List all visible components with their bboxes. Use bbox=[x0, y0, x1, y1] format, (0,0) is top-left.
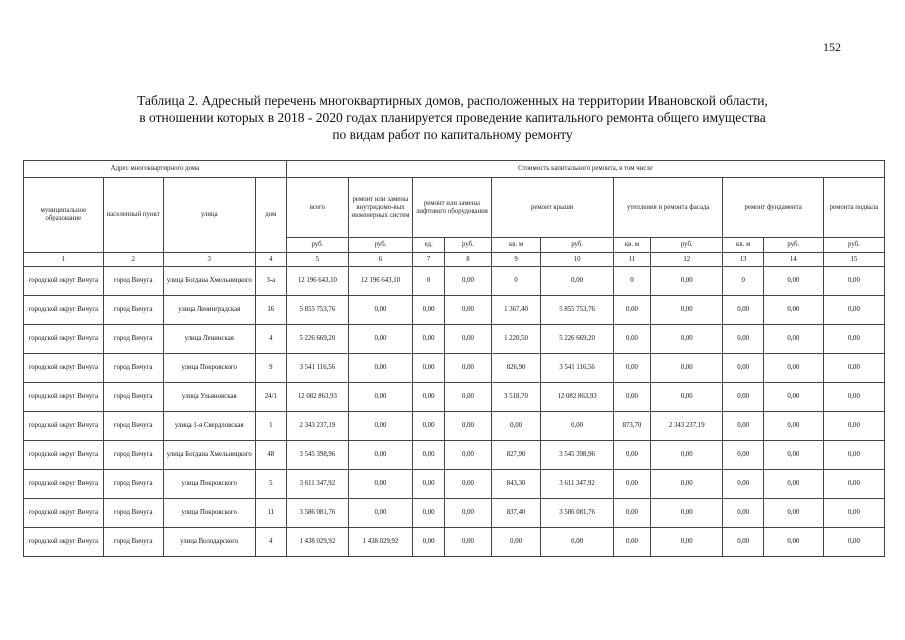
table-row bbox=[24, 499, 885, 528]
facade-area-cell: 0,00 bbox=[613, 296, 650, 325]
column-number-cell: 6 bbox=[348, 253, 412, 267]
column-number-cell: 10 bbox=[541, 253, 613, 267]
street-cell: улица Богдана Хмельницкого bbox=[163, 441, 255, 470]
elevator-units-cell: 0,00 bbox=[413, 325, 445, 354]
roof-area-cell: 843,30 bbox=[491, 470, 541, 499]
title-line-1: Таблица 2. Адресный перечень многоквартирных домов, расположенных на территории Ивановской области, bbox=[137, 93, 768, 108]
utilities-cell: 1 438 029,92 bbox=[348, 528, 412, 557]
elevator-units-cell: 0,00 bbox=[413, 470, 445, 499]
foundation-area-cell: 0,00 bbox=[723, 412, 763, 441]
basement-header: ремонта подвала bbox=[823, 178, 884, 238]
total-cell: 5 855 753,76 bbox=[286, 296, 348, 325]
basement-cost-cell: 0,00 bbox=[823, 325, 884, 354]
house-cell: 4 bbox=[255, 325, 286, 354]
column-number-cell: 7 bbox=[413, 253, 445, 267]
locality-cell: город Вичуга bbox=[103, 441, 163, 470]
foundation-header: ремонт фундамента bbox=[723, 178, 823, 238]
utilities-cell: 0,00 bbox=[348, 325, 412, 354]
unit-cell: кв. м bbox=[491, 238, 541, 253]
elevator-cost-cell: 0,00 bbox=[445, 441, 492, 470]
column-number-cell: 9 bbox=[491, 253, 541, 267]
basement-cost-cell: 0,00 bbox=[823, 528, 884, 557]
locality-cell: город Вичуга bbox=[103, 267, 163, 296]
unit-cell: руб. bbox=[763, 238, 823, 253]
locality-cell: город Вичуга bbox=[103, 499, 163, 528]
foundation-cost-cell: 0,00 bbox=[763, 325, 823, 354]
cost-group-header: Стоимость капитального ремонта, в том числе bbox=[286, 161, 884, 178]
table-row bbox=[24, 383, 885, 412]
total-cell: 3 611 347,92 bbox=[286, 470, 348, 499]
utilities-cell: 0,00 bbox=[348, 412, 412, 441]
street-cell: улица Ленинградская bbox=[163, 296, 255, 325]
municipality-cell: городской округ Вичуга bbox=[24, 441, 104, 470]
foundation-area-cell: 0 bbox=[723, 267, 763, 296]
elevator-units-cell: 0,00 bbox=[413, 383, 445, 412]
column-number-cell: 2 bbox=[103, 253, 163, 267]
unit-cell: руб. bbox=[651, 238, 723, 253]
column-number-cell: 12 bbox=[651, 253, 723, 267]
roof-cost-cell: 0,00 bbox=[541, 267, 613, 296]
roof-cost-cell: 0,00 bbox=[541, 412, 613, 441]
municipality-cell: городской округ Вичуга bbox=[24, 325, 104, 354]
foundation-area-cell: 0,00 bbox=[723, 499, 763, 528]
facade-area-cell: 0,00 bbox=[613, 354, 650, 383]
facade-area-cell: 0,00 bbox=[613, 441, 650, 470]
foundation-area-cell: 0,00 bbox=[723, 325, 763, 354]
foundation-area-cell: 0,00 bbox=[723, 470, 763, 499]
total-cell: 3 541 116,56 bbox=[286, 354, 348, 383]
basement-cost-cell: 0,00 bbox=[823, 354, 884, 383]
table-row bbox=[24, 354, 885, 383]
foundation-cost-cell: 0,00 bbox=[763, 499, 823, 528]
elevator-cost-cell: 0,00 bbox=[445, 354, 492, 383]
basement-cost-cell: 0,00 bbox=[823, 499, 884, 528]
facade-area-cell: 0,00 bbox=[613, 470, 650, 499]
utilities-cell: 0,00 bbox=[348, 383, 412, 412]
unit-cell: кв. м bbox=[613, 238, 650, 253]
table-row bbox=[24, 296, 885, 325]
street-cell: улица Володарского bbox=[163, 528, 255, 557]
total-cell: 12 196 643,10 bbox=[286, 267, 348, 296]
facade-area-cell: 0,00 bbox=[613, 528, 650, 557]
facade-cost-cell: 0,00 bbox=[651, 499, 723, 528]
elevator-units-cell: 0,00 bbox=[413, 412, 445, 441]
municipality-cell: городской округ Вичуга bbox=[24, 499, 104, 528]
utilities-cell: 0,00 bbox=[348, 499, 412, 528]
house-header: дом bbox=[255, 178, 286, 253]
foundation-area-cell: 0,00 bbox=[723, 528, 763, 557]
elevator-units-cell: 0,00 bbox=[413, 528, 445, 557]
table-row bbox=[24, 441, 885, 470]
basement-cost-cell: 0,00 bbox=[823, 441, 884, 470]
facade-area-cell: 0 bbox=[613, 267, 650, 296]
column-number-row bbox=[24, 253, 885, 267]
elevator-cost-cell: 0,00 bbox=[445, 383, 492, 412]
elevator-cost-cell: 0,00 bbox=[445, 499, 492, 528]
street-cell: улица Покровского bbox=[163, 499, 255, 528]
foundation-cost-cell: 0,00 bbox=[763, 383, 823, 412]
elevator-cost-cell: 0,00 bbox=[445, 267, 492, 296]
roof-cost-cell: 3 586 081,76 bbox=[541, 499, 613, 528]
locality-header: населенный пункт bbox=[103, 178, 163, 253]
basement-cost-cell: 0,00 bbox=[823, 470, 884, 499]
street-cell: улица Покровского bbox=[163, 470, 255, 499]
table-row bbox=[24, 412, 885, 441]
locality-cell: город Вичуга bbox=[103, 325, 163, 354]
street-cell: улица Богдана Хмельницкого bbox=[163, 267, 255, 296]
utilities-header: ремонт или замены внутридомо-вых инженерных систем bbox=[348, 178, 412, 238]
facade-header: утепления и ремонта фасада bbox=[613, 178, 723, 238]
locality-cell: город Вичуга bbox=[103, 470, 163, 499]
facade-cost-cell: 0,00 bbox=[651, 325, 723, 354]
facade-cost-cell: 0,00 bbox=[651, 528, 723, 557]
roof-cost-cell: 5 855 753,76 bbox=[541, 296, 613, 325]
roof-area-cell: 0 bbox=[491, 267, 541, 296]
locality-cell: город Вичуга bbox=[103, 528, 163, 557]
column-number-cell: 14 bbox=[763, 253, 823, 267]
house-cell: 11 bbox=[255, 499, 286, 528]
elevator-cost-cell: 0,00 bbox=[445, 528, 492, 557]
foundation-area-cell: 0,00 bbox=[723, 354, 763, 383]
roof-cost-cell: 3 541 116,56 bbox=[541, 354, 613, 383]
unit-cell: ед. bbox=[413, 238, 445, 253]
utilities-cell: 0,00 bbox=[348, 441, 412, 470]
municipality-cell: городской округ Вичуга bbox=[24, 354, 104, 383]
municipality-cell: городской округ Вичуга bbox=[24, 412, 104, 441]
title-line-3: по видам работ по капитальному ремонту bbox=[332, 127, 573, 142]
total-header: всего bbox=[286, 178, 348, 238]
column-number-cell: 5 bbox=[286, 253, 348, 267]
house-cell: 1 bbox=[255, 412, 286, 441]
municipality-cell: городской округ Вичуга bbox=[24, 470, 104, 499]
street-header: улица bbox=[163, 178, 255, 253]
roof-area-cell: 1 220,50 bbox=[491, 325, 541, 354]
column-number-cell: 11 bbox=[613, 253, 650, 267]
table-body bbox=[24, 253, 885, 557]
total-cell: 3 545 398,96 bbox=[286, 441, 348, 470]
locality-cell: город Вичуга bbox=[103, 296, 163, 325]
unit-cell: руб. bbox=[445, 238, 492, 253]
elevator-units-cell: 0,00 bbox=[413, 441, 445, 470]
elevator-units-cell: 0 bbox=[413, 267, 445, 296]
facade-area-cell: 873,70 bbox=[613, 412, 650, 441]
municipality-cell: городской округ Вичуга bbox=[24, 383, 104, 412]
utilities-cell: 0,00 bbox=[348, 354, 412, 383]
roof-area-cell: 3 518,70 bbox=[491, 383, 541, 412]
foundation-area-cell: 0,00 bbox=[723, 441, 763, 470]
roof-header: ремонт крыши bbox=[491, 178, 613, 238]
column-header-row bbox=[24, 178, 885, 238]
facade-cost-cell: 2 343 237,19 bbox=[651, 412, 723, 441]
municipality-cell: городской округ Вичуга bbox=[24, 296, 104, 325]
house-cell: 48 bbox=[255, 441, 286, 470]
facade-cost-cell: 0,00 bbox=[651, 296, 723, 325]
elevator-header: ремонт или замены лифтового оборудования bbox=[413, 178, 492, 238]
municipality-cell: городской округ Вичуга bbox=[24, 528, 104, 557]
utilities-cell: 0,00 bbox=[348, 296, 412, 325]
roof-cost-cell: 0,00 bbox=[541, 528, 613, 557]
column-number-cell: 15 bbox=[823, 253, 884, 267]
foundation-area-cell: 0,00 bbox=[723, 296, 763, 325]
unit-cell: руб. bbox=[286, 238, 348, 253]
table-row bbox=[24, 267, 885, 296]
foundation-area-cell: 0,00 bbox=[723, 383, 763, 412]
roof-cost-cell: 5 226 669,20 bbox=[541, 325, 613, 354]
total-cell: 1 438 029,92 bbox=[286, 528, 348, 557]
basement-cost-cell: 0,00 bbox=[823, 267, 884, 296]
facade-cost-cell: 0,00 bbox=[651, 354, 723, 383]
facade-cost-cell: 0,00 bbox=[651, 267, 723, 296]
column-number-cell: 1 bbox=[24, 253, 104, 267]
unit-cell: руб. bbox=[348, 238, 412, 253]
facade-area-cell: 0,00 bbox=[613, 383, 650, 412]
house-cell: 3-а bbox=[255, 267, 286, 296]
unit-cell: руб. bbox=[541, 238, 613, 253]
foundation-cost-cell: 0,00 bbox=[763, 296, 823, 325]
roof-area-cell: 827,90 bbox=[491, 441, 541, 470]
roof-area-cell: 0,00 bbox=[491, 528, 541, 557]
table-row bbox=[24, 528, 885, 557]
elevator-cost-cell: 0,00 bbox=[445, 296, 492, 325]
facade-area-cell: 0,00 bbox=[613, 499, 650, 528]
facade-area-cell: 0,00 bbox=[613, 325, 650, 354]
total-cell: 5 226 669,20 bbox=[286, 325, 348, 354]
repair-table bbox=[23, 160, 885, 557]
elevator-cost-cell: 0,00 bbox=[445, 412, 492, 441]
elevator-units-cell: 0,00 bbox=[413, 296, 445, 325]
address-group-header: Адрес многоквартирного дома bbox=[24, 161, 287, 178]
street-cell: улица Ульяновская bbox=[163, 383, 255, 412]
elevator-cost-cell: 0,00 bbox=[445, 325, 492, 354]
locality-cell: город Вичуга bbox=[103, 383, 163, 412]
total-cell: 3 586 081,76 bbox=[286, 499, 348, 528]
roof-cost-cell: 3 611 347,92 bbox=[541, 470, 613, 499]
page-number: 152 bbox=[823, 40, 841, 54]
title-line-2: в отношении которых в 2018 - 2020 годах планируется проведение капитального ремонта общего имущества bbox=[139, 110, 766, 125]
facade-cost-cell: 0,00 bbox=[651, 470, 723, 499]
street-cell: улица 1-я Свердловская bbox=[163, 412, 255, 441]
house-cell: 16 bbox=[255, 296, 286, 325]
street-cell: улица Покровского bbox=[163, 354, 255, 383]
street-cell: улица Ленинская bbox=[163, 325, 255, 354]
house-cell: 5 bbox=[255, 470, 286, 499]
roof-area-cell: 0,00 bbox=[491, 412, 541, 441]
total-cell: 12 082 863,93 bbox=[286, 383, 348, 412]
utilities-cell: 12 196 643,10 bbox=[348, 267, 412, 296]
foundation-cost-cell: 0,00 bbox=[763, 267, 823, 296]
house-cell: 9 bbox=[255, 354, 286, 383]
unit-cell: кв. м bbox=[723, 238, 763, 253]
foundation-cost-cell: 0,00 bbox=[763, 528, 823, 557]
table-row bbox=[24, 325, 885, 354]
roof-cost-cell: 3 545 398,96 bbox=[541, 441, 613, 470]
house-cell: 24/1 bbox=[255, 383, 286, 412]
table-row bbox=[24, 470, 885, 499]
basement-cost-cell: 0,00 bbox=[823, 412, 884, 441]
elevator-cost-cell: 0,00 bbox=[445, 470, 492, 499]
elevator-units-cell: 0,00 bbox=[413, 354, 445, 383]
document-title bbox=[60, 92, 845, 143]
group-header-row bbox=[24, 161, 885, 178]
column-number-cell: 3 bbox=[163, 253, 255, 267]
utilities-cell: 0,00 bbox=[348, 470, 412, 499]
foundation-cost-cell: 0,00 bbox=[763, 470, 823, 499]
foundation-cost-cell: 0,00 bbox=[763, 354, 823, 383]
roof-area-cell: 837,40 bbox=[491, 499, 541, 528]
municipality-header: муниципальное образование bbox=[24, 178, 104, 253]
roof-area-cell: 1 367,40 bbox=[491, 296, 541, 325]
column-number-cell: 13 bbox=[723, 253, 763, 267]
foundation-cost-cell: 0,00 bbox=[763, 441, 823, 470]
locality-cell: город Вичуга bbox=[103, 412, 163, 441]
municipality-cell: городской округ Вичуга bbox=[24, 267, 104, 296]
column-number-cell: 8 bbox=[445, 253, 492, 267]
roof-area-cell: 826,90 bbox=[491, 354, 541, 383]
unit-cell: руб. bbox=[823, 238, 884, 253]
roof-cost-cell: 12 082 863,93 bbox=[541, 383, 613, 412]
total-cell: 2 343 237,19 bbox=[286, 412, 348, 441]
locality-cell: город Вичуга bbox=[103, 354, 163, 383]
foundation-cost-cell: 0,00 bbox=[763, 412, 823, 441]
basement-cost-cell: 0,00 bbox=[823, 383, 884, 412]
basement-cost-cell: 0,00 bbox=[823, 296, 884, 325]
facade-cost-cell: 0,00 bbox=[651, 441, 723, 470]
column-number-cell: 4 bbox=[255, 253, 286, 267]
house-cell: 4 bbox=[255, 528, 286, 557]
elevator-units-cell: 0,00 bbox=[413, 499, 445, 528]
facade-cost-cell: 0,00 bbox=[651, 383, 723, 412]
